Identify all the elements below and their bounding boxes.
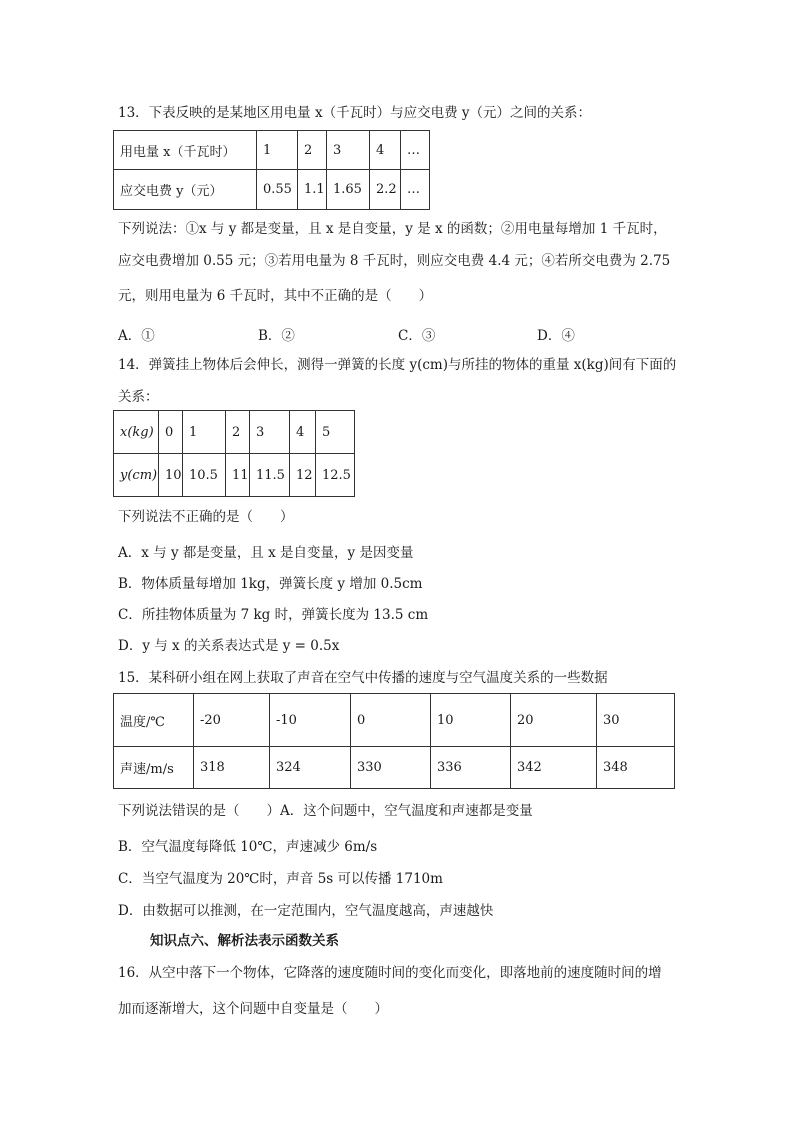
q13-cell: 2 xyxy=(298,131,327,170)
q15-question: 下列说法错误的是（ ）A．这个问题中，空气温度和声速都是变量 xyxy=(118,803,533,819)
q13-option-c: C．③ xyxy=(398,328,436,344)
q14-cell: 4 xyxy=(290,411,316,454)
q13-cell: 1 xyxy=(257,131,298,170)
q15-cell: 20 xyxy=(511,694,597,747)
q14-option-d: D．y 与 x 的关系表达式是 y = 0.5x xyxy=(118,638,340,654)
q13-cell: 3 xyxy=(327,131,370,170)
q13-cell: 应交电费 y（元） xyxy=(114,170,257,210)
q14-cell: 2 xyxy=(226,411,250,454)
q15-cell: 342 xyxy=(511,747,597,789)
q14-cell: 3 xyxy=(250,411,290,454)
q13-table-row xyxy=(114,170,430,210)
q14-option-b: B．物体质量每增加 1kg，弹簧长度 y 增加 0.5cm xyxy=(118,576,423,592)
q14-option-a: A．x 与 y 都是变量，且 x 是自变量，y 是因变量 xyxy=(118,545,414,561)
q14-option-c: C．所挂物体质量为 7 kg 时，弹簧长度为 13.5 cm xyxy=(118,607,429,623)
q15-option-c: C．当空气温度为 20℃时，声音 5s 可以传播 1710m xyxy=(118,871,443,887)
q14-table xyxy=(113,410,355,497)
q13-table-row xyxy=(114,131,430,170)
q13-stem: 13．下表反映的是某地区用电量 x（千瓦时）与应交电费 y（元）之间的关系： xyxy=(118,105,591,121)
q13-statement-line: 应交电费增加 0.55 元；③若用电量为 8 千瓦时，则应交电费 4.4 元；④若所交电费为 2.75 xyxy=(118,253,671,269)
q14-cell: 5 xyxy=(316,411,355,454)
q13-cell: 用电量 x（千瓦时） xyxy=(114,131,257,170)
q15-cell: 336 xyxy=(431,747,511,789)
q16-stem: 加而逐渐增大，这个问题中自变量是（ ） xyxy=(118,1001,388,1017)
q14-cell: 11 xyxy=(226,454,250,497)
q13-cell: 0.55 xyxy=(257,170,298,210)
q15-table-row xyxy=(114,747,675,789)
q13-option-b: B．② xyxy=(258,328,295,344)
q14-cell: y(cm) xyxy=(114,454,159,497)
q15-cell: 348 xyxy=(597,747,675,789)
q14-cell: 0 xyxy=(159,411,183,454)
q15-cell: 10 xyxy=(431,694,511,747)
q13-cell: 1.1 xyxy=(298,170,327,210)
q15-cell: 330 xyxy=(351,747,431,789)
section-heading: 知识点六、解析法表示函数关系 xyxy=(150,933,339,949)
q14-cell: x(kg) xyxy=(114,411,159,454)
q15-cell: 318 xyxy=(194,747,270,789)
q15-cell: 温度/℃ xyxy=(114,694,194,747)
q13-cell: … xyxy=(401,170,430,210)
q15-cell: 0 xyxy=(351,694,431,747)
q14-stem: 14．弹簧挂上物体后会伸长，测得一弹簧的长度 y(cm)与所挂的物体的重量 x(kg)间有下面的 xyxy=(118,357,677,373)
q13-cell: … xyxy=(401,131,430,170)
q15-cell: -10 xyxy=(270,694,351,747)
q13-option-d: D．④ xyxy=(537,328,575,344)
q16-stem: 16．从空中落下一个物体，它降落的速度随时间的变化而变化，即落地前的速度随时间的增 xyxy=(118,965,662,981)
q13-cell: 1.65 xyxy=(327,170,370,210)
q13-table xyxy=(113,130,430,210)
q15-cell: 声速/m/s xyxy=(114,747,194,789)
q14-cell: 12.5 xyxy=(316,454,355,497)
q15-table xyxy=(113,693,675,789)
q13-cell: 2.2 xyxy=(370,170,401,210)
q15-option-b: B．空气温度每降低 10℃，声速减少 6m/s xyxy=(118,839,378,855)
q14-stem: 关系： xyxy=(118,389,159,405)
q14-cell: 10.5 xyxy=(183,454,226,497)
q15-cell: -20 xyxy=(194,694,270,747)
q14-cell: 12 xyxy=(290,454,316,497)
q14-cell: 1 xyxy=(183,411,226,454)
q13-statement-line: 元，则用电量为 6 千瓦时，其中不正确的是（ ） xyxy=(118,288,433,304)
q14-table-row xyxy=(114,411,355,454)
q15-cell: 30 xyxy=(597,694,675,747)
q15-option-d: D．由数据可以推测，在一定范围内，空气温度越高，声速越快 xyxy=(118,903,494,919)
q14-cell: 10 xyxy=(159,454,183,497)
q15-stem: 15．某科研小组在网上获取了声音在空气中传播的速度与空气温度关系的一些数据 xyxy=(118,670,608,686)
q13-option-a: A．① xyxy=(118,328,155,344)
q13-statement-line: 下列说法：①x 与 y 都是变量，且 x 是自变量，y 是 x 的函数；②用电量每增加 1 千瓦时， xyxy=(118,221,667,237)
q15-cell: 324 xyxy=(270,747,351,789)
q15-table-row xyxy=(114,694,675,747)
q13-cell: 4 xyxy=(370,131,401,170)
q14-cell: 11.5 xyxy=(250,454,290,497)
q14-table-row xyxy=(114,454,355,497)
q14-question: 下列说法不正确的是（ ） xyxy=(118,509,294,525)
